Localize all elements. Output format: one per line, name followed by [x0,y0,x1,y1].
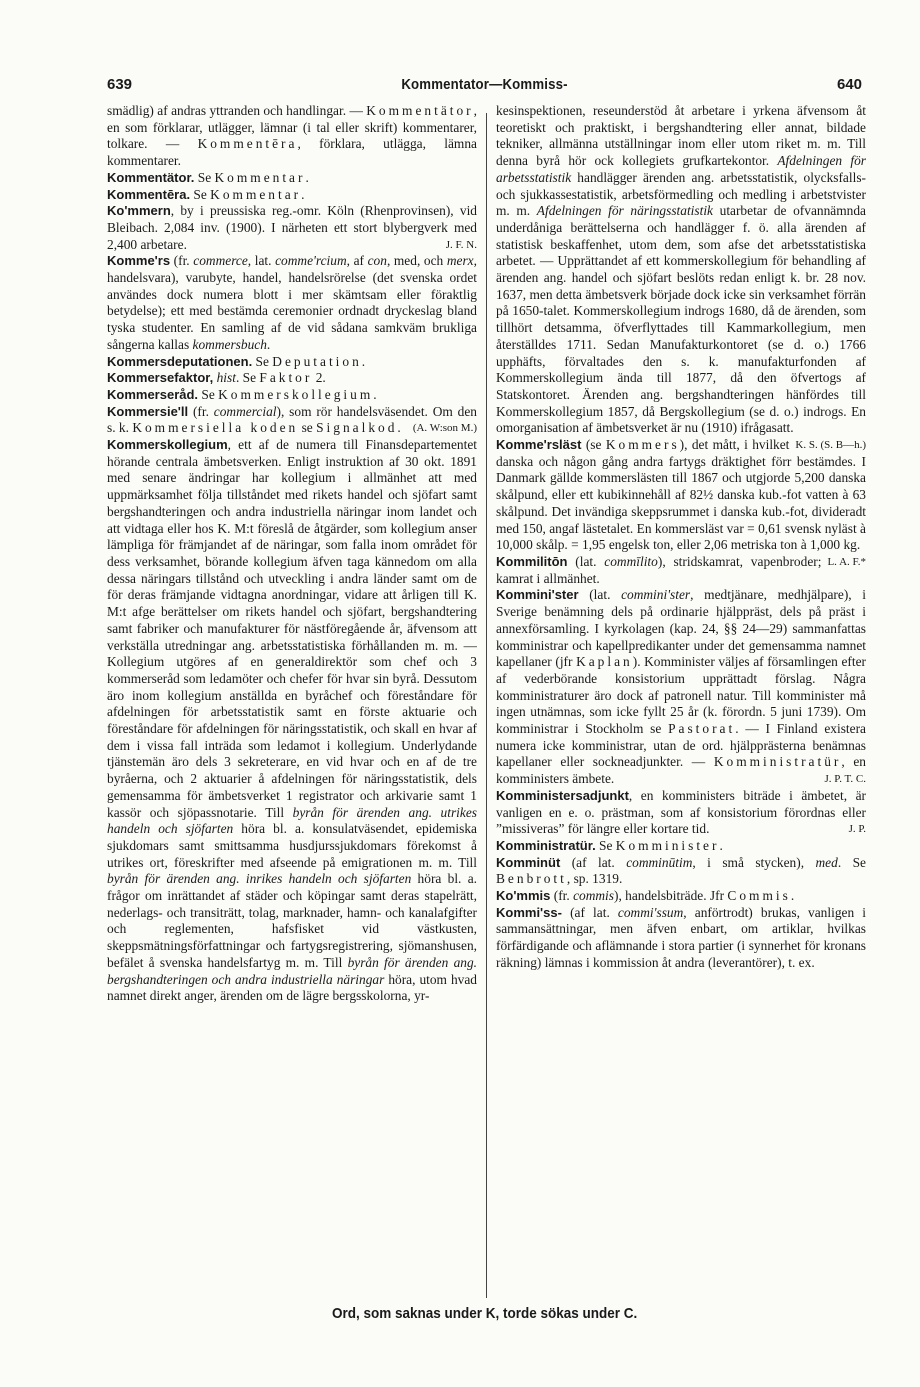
entry-paragraph [107,354,477,371]
body-text: . Se [837,854,866,870]
entry-paragraph [107,370,477,387]
body-text: Se [252,353,273,369]
body-text: (af lat. [561,904,618,920]
body-text: . [397,420,401,436]
body-text: , anförtrodt) brukas, vanligen i sammansättningar, men äfven enbart, om artiklar, hvilkas förfärdigande och aflämnande i stora partier (i synnerhet för kronans räkning) lämnas i kommission åt andra (leverantörer), t. ex. [496,904,866,970]
headword: Kommilitōn [496,553,568,569]
body-text: , en komministers biträde i ämbetet, är vanligen en e. o. prästman, som af konsistorium förordnas eller ”missiveras” för längre eller kortare tid. [496,787,866,837]
italic-term: con [367,253,387,269]
body-text: . [305,169,309,185]
body-text: (fr. [188,403,214,419]
italic-term: med [815,854,838,870]
italic-term: commis [573,888,614,904]
headword: Kommi'ss- [496,904,562,920]
italic-term: comminūtim [626,854,693,870]
page-header [107,72,862,96]
entry-paragraph [496,788,866,838]
italic-term: merx [446,253,474,269]
italic-term: commi'ssum [617,904,684,920]
entry-paragraph [107,187,477,204]
entry-paragraph [107,253,477,353]
cross-reference: Benbrott [496,871,567,887]
body-text: , handelsvara), varubyte, handel, handelsrörelse (det svenska ordet användes dock numera blott i mer skämtsam eller föraktlig betydelse); ett med bestämda ceremonier ordnadt dryckeslag bland tyska studenter. En samling af de vid sådana samkväm brukliga sångerna kallas [107,253,477,352]
body-text: (lat. [578,587,622,603]
entry-paragraph [496,855,866,888]
headword: Kommentätor. [107,169,195,185]
body-text: , lat. [247,253,276,269]
author-signature: J. F. N. [445,238,477,251]
headword: Kommersdeputationen. [107,353,253,369]
page-number-right: 640 [836,75,862,93]
body-text: , förklara, utlägga, lämna kommentarer. [107,136,477,169]
headword: Kommerseråd. [107,386,199,402]
body-text: . — I Finland existera numera icke komministrar, utan de ord. hjälpprästerna benämnas kapellaner eller sockneadjunkter. — [496,721,866,770]
italic-term: byrån för ärenden ang. bergshandteringen och andra industriella näringar [107,954,477,987]
cross-reference: Kaplan [576,654,633,670]
italic-term: commīlito [604,553,658,569]
cross-reference: Pastorat [668,721,736,737]
entry-paragraph [107,170,477,187]
italic-term: Afdelningen för arbetsstatistik [496,153,866,185]
entry-paragraph [107,387,477,404]
headword: Komme'rsläst [496,437,582,453]
column-divider [486,113,487,1298]
cross-reference: Kommerskollegium [218,386,374,402]
body-text: ). Komminister väljes af församlingen efter af vederbörande konsistorium upprättadt förslag. Några komministraturer äro dock af patronell natur. Till komminister må ingen utnämnas, som icke fyllt 25 år (k. förordn. 5 juni 1739). Om komministrar i Stockholm se [496,654,866,737]
body-text: (fr. [550,888,574,904]
italic-term: byrån för ärenden ang. inrikes handeln och sjöfarten [107,871,412,887]
right-column [496,103,866,1298]
italic-term: byrån för ärenden ang. utrikes handeln och sjöfarten [107,804,477,837]
body-text: , med, och [386,253,447,269]
headword: Ko'mmis [496,888,551,904]
author-signature: J. P. [848,823,866,836]
entry-paragraph [107,437,477,1005]
cross-reference: Komminister [615,837,720,853]
left-column [107,103,477,1298]
headword: Kommersie'll [107,403,189,419]
author-signature: L. A. F.* [827,555,866,568]
entry-paragraph [496,888,866,905]
body-text: 2. [312,370,326,386]
headword: Ko'mmern [107,203,171,219]
body-text: ), handelsbiträde. Jfr [614,888,728,904]
page-footer [107,1305,862,1322]
cross-reference: Kommentēra [197,136,298,152]
cross-reference: Commis [727,888,791,904]
body-text: höra, utom hvad namnet direkt anger, ärenden om de lägre bergsskolorna, yr- [107,971,477,1004]
body-text: handlägger ärenden ang. arbetsstatistik, olycksfalls- och sjukkassestatistik, arbetsförmedling och medling i arbetstvister m. m. [496,169,866,219]
author-signature: J. P. T. C. [824,773,866,786]
body-text: Se [198,386,219,402]
body-text: utarbetar de ofvannämnda underdåniga berättelserna och handlägger f. ö. alla ärenden af statistisk beskaffenhet, utom dem, som afse det arbetsstatistiska arbetet. — Upprättandet af ett kommerskollegium för behandling af ärenden ang. handel och sjöfart beslöts redan enligt k. br. 28 nov. 1637, men detta ämbetsverk började dock icke sin verksamhet förrän på 1650-talet. Kommerskollegium indrogs 1680, då de ärenden, som tillhört detsamma, öfverflyttades till Kammarkollegium, men återställdes 1711. Sedan Manufakturkontoret (se d. o.) 1766 upphäfts, förvaltades den s. k. manufakturfonden af Kommerskollegium ända till 1877, då den öfvertogs af Statskontoret. Ärenden ang. bergshandteringen hänfördes till Kommerskollegium 1857, då Bergskollegium (se d. o.) indrogs. En omorganisation af ämbetsverket är nu (1910) ifrågasatt. [496,203,866,436]
body-text: ), det mått, i hvilket danska och någon gång andra fartygs dräktighet förr bestämdes. I Danmark gällde kommerslästen till 1867 och utgjorde 5,200 danska skålpund, eller ett kubikinnehåll af 82½ danska kub.-fot vatten à 63 skålpund. Det invändiga skeppsrummet i danska kub.-fot, divideradt med 150, angaf lästetalet. En kommersläst var = 0,61 svensk nyläst à 10,000 skålp. = 1,95 engelsk ton, eller 2,06 metriska ton à 1,000 kg. [496,437,866,553]
body-text: höra bl. a. frågor om inrättandet af städer och köpingar samt deras stapelrätt, nederlags- och transiträtt, tolag, marknader, hamn- och kanalafgifter och reglementen, hafsfisket vid västkusten, skeppsmätningsförfattningar och fartygsregistrering, sjömanshusen, befälet å svenska handelsfartyg m. m. Till [107,871,477,970]
body-text: kesinspektionen, reseunderstöd åt arbetare i yrkena äfvensom åt teoretiskt och praktiskt, i bergshandtering eller annat, bildade tekniker, allmänna utställningar inom eller utom riket m. m. Till denna byrå hör ock kollegiets grufkartekontor. [496,103,866,169]
headword: Komminüt [496,854,561,870]
cross-reference: Komministratür [713,754,842,770]
body-text: Se [190,186,211,202]
page-number-left: 639 [107,75,133,93]
body-text: , by i preussiska reg.-omr. Köln (Rhenprovinsen), vid Bleibach. 2,084 inv. (1900). I närheten ett stort blybergverk med 2,400 arbetare. [107,203,477,252]
headword: Kommini'ster [496,587,579,603]
cross-reference: Faktor [259,370,313,386]
entry-paragraph [496,838,866,855]
body-text: , medtjänare, medhjälpare), i Sverige benämning dels på ordinarie hjälppräst, dels på präst i annexförsamling. I kyrkolagen (kap. 24, §§ 24—29) sammanfattas komministrar och kapellpredikanter under det gemensamma namnet kapellaner (jfr [496,587,866,670]
body-text: , ett af de numera till Finansdepartementet hörande centrala ämbetsverken. Enligt instruktion af 30 okt. 1891 med senare ändringar har kollegium i allmänhet att med uppmärksamhet följa tillståndet med rikets handel och sjöfart samt bergshandteringen och andra industriella näringar inom landet och att vidtaga eller hos K. M:t föreslå de åtgärder, som kollegium anser lämpliga för främjandet af de näringar, som falla inom området för dess verksamhet, börande kollegium äfven taga kännedom om alla dessa näringars tillstånd och utveckling i andra länder samt om de för deras främjande vidtagna anordningar, vidare att årligen till K. M:t afge berättelser om rikets handel och sjöfart, bergshandtering samt fabriker och manufakturer för nästföregående år, äfvensom att verkställa utredningar ang. arbetsstatistiska förhållanden m. m. — Kollegium utgöres af en generaldirektör som chef och 3 kommerseråd som ledamöter och chefer för hvar sin byrå. Dessutom äro inom kollegium anställda en byråchef och föreståndare för afdelningen för arbetsstatistik samt en förste aktuarie och föreståndare för afdelningen för näringsstatistik, och skall en hvar af dem i vissa fall inträda som ledamot i kollegium. Underlydande tjänstemän äro dels 3 sekreterare, en vid hvar och en af de tre byråerna, och 2 aktuarier å afdelningen för näringsstatistik, dels gemensamma för ämbetsverket 1 registrator och arkivarie samt 1 kassör och sjöpassnotarie. Till [107,437,477,820]
italic-term: commerce [193,253,248,269]
body-text: , en komministers ämbete. [496,754,866,787]
headword: Komme'rs [107,253,171,269]
italic-term: commercial [213,403,277,419]
cross-reference: Kommentar [214,169,306,185]
body-text: ), stridskamrat, vapenbroder; kamrat i allmänhet. [496,553,822,586]
body-text: . [719,837,723,853]
author-signature: (A. W:son M.) [412,422,477,435]
running-title: Kommentator—Kommiss- [401,75,568,93]
text-columns [107,103,867,1298]
headword: Komministersadjunkt [496,787,629,803]
entry-paragraph [496,905,866,972]
body-text: se [298,420,317,436]
body-text: , i små stycken), [692,854,816,870]
headword: Kommersefaktor, [107,370,214,386]
cross-reference: Kommentätor [366,103,474,118]
body-text: Se [194,169,215,185]
footer-note: Ord, som saknas under K, torde sökas under C. [331,1305,638,1322]
italic-term: comme'rcium [275,253,347,269]
italic-term: hist [216,370,236,386]
cross-reference: Signalkod [316,420,398,436]
italic-term: Afdelningen för näringsstatistik [536,203,713,219]
body-text: , af [346,253,368,269]
entry-paragraph [496,587,866,787]
body-text: . Se [235,370,260,386]
body-text: , en som förklarar, utlägger, lämnar (i tal eller skrift) kommentarer, tolkare. — [107,103,477,152]
body-text: , sp. 1319. [566,871,623,887]
body-text: (af lat. [560,854,627,870]
cross-reference: Kommentar [210,186,302,202]
body-text: (lat. [567,553,605,569]
body-text: (se [581,437,606,453]
cross-reference: Kommers [605,437,680,453]
headword: Kommerskollegium [107,437,228,453]
headword: Kommentēra. [107,186,191,202]
body-text: smädlig) af andras yttranden och handlingar. — [107,103,367,118]
body-text: . [373,386,377,402]
body-text: höra bl. a. konsulatväsendet, epidemiska sjukdomars samt smittsamma husdjurssjukdomars förekomst å utrikes ort, föreskrifter med afseende på emigrationen m. m. Till [107,821,477,870]
entry-paragraph [107,103,477,170]
entry-paragraph [496,554,866,587]
body-text: ), som rör handelsväsendet. Om den s. k. [107,403,477,436]
cross-reference: Kommersiella koden [132,420,299,436]
body-text: . [790,888,795,904]
italic-term: commini'ster [621,587,691,603]
author-signature: K. S. (S. B—h.) [795,439,866,452]
body-text: Se [595,837,616,853]
entry-paragraph [107,404,477,437]
body-text: . [266,336,271,352]
body-text: . [301,186,305,202]
entry-paragraph [107,203,477,253]
body-text: . [361,353,366,369]
body-text: (fr. [170,253,194,269]
cross-reference: Deputation [272,353,362,369]
italic-term: kommersbuch [192,336,267,352]
headword: Komministratür. [496,837,596,853]
